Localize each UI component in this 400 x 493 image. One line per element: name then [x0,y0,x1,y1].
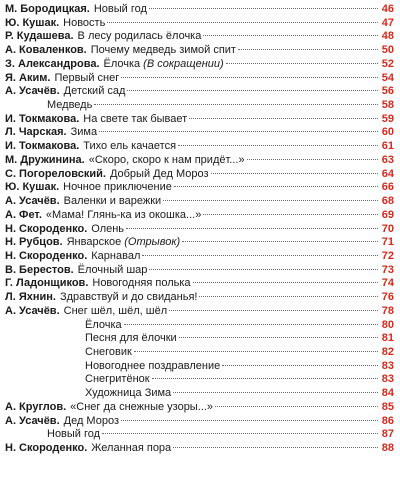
dot-leader [126,228,378,229]
toc-page-number: 66 [381,181,394,194]
toc-entry [5,168,394,182]
dot-leader [124,324,378,325]
toc-author: И. Токмакова. [5,112,80,125]
toc-author: Л. Яхнин. [5,291,56,304]
toc-title: Ночное приключение [63,181,172,194]
toc-page-number: 71 [381,236,394,249]
dot-leader [134,351,378,352]
toc-author: А. Усачёв. [5,195,60,208]
dot-leader [169,310,378,311]
toc-author: Н. Скороденко. [5,222,88,235]
toc-entry [5,72,394,86]
toc-page-number: 81 [381,332,394,345]
toc-title: Дед Мороз [63,414,119,427]
toc-author: А. Фет. [5,208,42,221]
toc-author: А. Усачёв. [5,304,60,317]
toc-page-number: 82 [381,345,394,358]
dot-leader [189,118,378,119]
dot-leader [193,282,378,283]
dot-leader [179,337,378,338]
toc-entry [5,236,394,250]
toc-entry [5,277,394,291]
toc-subtitle: (В сокращении) [143,57,224,70]
toc-title: Новогоднее поздравление [85,359,221,372]
toc-entry [5,360,394,374]
dot-leader [99,131,378,132]
toc-entry [5,387,394,401]
toc-author: А. Усачёв. [5,85,60,98]
toc-entry [5,305,394,319]
toc-title: Новость [63,16,106,29]
dot-leader [238,49,378,50]
toc-title: Ёлочный шар [77,263,148,276]
toc-title: Зима [70,126,98,139]
toc-page-number: 83 [381,359,394,372]
toc-author: Н. Скороденко. [5,442,88,454]
toc-entry [5,291,394,305]
dot-leader [211,173,378,174]
toc-author: И. Токмакова. [5,140,80,153]
toc-page-number: 46 [381,3,394,15]
toc-page-number: 87 [381,428,394,441]
toc-entry [5,195,394,209]
toc-entry [5,346,394,360]
toc-entry [5,3,394,17]
dot-leader [121,420,378,421]
dot-leader [142,255,378,256]
toc-author: М. Дружинина. [5,153,85,166]
dot-leader [152,378,378,379]
toc-title: Карнавал [91,249,141,262]
toc-entry [5,250,394,264]
toc-title: Олень [91,222,125,235]
toc-page-number: 56 [381,85,394,98]
dot-leader [107,22,378,23]
toc-page-number: 48 [381,30,394,43]
toc-author: Ю. Кушак. [5,181,60,194]
toc-title: Январское [66,236,122,249]
toc-entry [5,113,394,127]
toc-title: Ёлочка [103,57,141,70]
toc-title: Новогодняя полька [92,277,191,290]
toc-title: Песня для ёлочки [85,332,177,345]
toc-page-number: 86 [381,414,394,427]
toc-page-number: 73 [381,263,394,276]
toc-page-number: 70 [381,222,394,235]
toc-entry [5,85,394,99]
toc-title: Валенки и варежки [63,195,162,208]
toc-author: Я. Аким. [5,71,51,84]
toc-entry [5,373,394,387]
toc-entry [5,415,394,429]
toc-title: Первый снег [54,71,120,84]
dot-leader [173,392,378,393]
toc-title: Снег шёл, шёл, шёл [63,304,168,317]
toc-author: В. Берестов. [5,263,74,276]
toc-page-number: 52 [381,57,394,70]
toc-page-number: 47 [381,16,394,29]
dot-leader [203,35,378,36]
toc-author: А. Коваленков. [5,44,87,57]
toc-entry [5,44,394,58]
toc-page-number: 69 [381,208,394,221]
toc-author: А. Усачёв. [5,414,60,427]
toc-entry [5,223,394,237]
toc-page-number: 76 [381,291,394,304]
toc-entry [5,58,394,72]
dot-leader [222,365,378,366]
toc-title: Снеговик [85,345,132,358]
toc-title: Медведь [47,99,93,112]
toc-author: З. Александрова. [5,57,100,70]
toc-entry [5,99,394,113]
toc-title: «Снег да снежные узоры...» [70,400,214,413]
toc-title: Добрый Дед Мороз [109,167,209,180]
toc-page-number: 63 [381,153,394,166]
dot-leader [173,447,378,448]
toc-entry [5,17,394,31]
toc-author: Н. Рубцов. [5,236,63,249]
toc-title: Снегритёнок [85,373,150,386]
toc-page-number: 59 [381,112,394,125]
toc-entry [5,332,394,346]
toc-entry [5,154,394,168]
toc-title: В лесу родилась ёлочка [77,30,202,43]
toc-author: Ю. Кушак. [5,16,60,29]
toc-page-number: 85 [381,400,394,413]
dot-leader [163,200,378,201]
dot-leader [203,214,378,215]
toc-author: С. Погореловский. [5,167,106,180]
dot-leader [149,8,378,9]
toc-page-number: 54 [381,71,394,84]
toc-author: М. Бородицкая. [5,3,90,15]
toc-page-number: 50 [381,44,394,57]
toc-title: Детский сад [63,85,126,98]
toc-entry [5,126,394,140]
toc-author: А. Круглов. [5,400,67,413]
toc-subtitle: (Отрывок) [124,236,181,249]
toc-entry [5,428,394,442]
toc-page-number: 83 [381,373,394,386]
toc-title: Художница Зима [85,387,172,400]
toc-page-number: 60 [381,126,394,139]
toc-page-number: 74 [381,277,394,290]
toc-entry [5,442,394,456]
toc-page-number: 88 [381,442,394,454]
toc-page-number: 68 [381,195,394,208]
toc-author: Л. Чарская. [5,126,67,139]
dot-leader [226,63,378,64]
dot-leader [215,406,378,407]
toc-title: «Мама! Глянь-ка из окошка...» [45,208,202,221]
toc-entry [5,319,394,333]
toc-entry [5,401,394,415]
toc-title: Новый год [47,428,101,441]
dot-leader [182,241,378,242]
toc-author: Г. Ладонщиков. [5,277,89,290]
toc-entry [5,30,394,44]
dot-leader [121,77,378,78]
toc-page-number: 64 [381,167,394,180]
dot-leader [247,159,378,160]
toc-title: На свете так бывает [83,112,188,125]
toc-title: Ёлочка [85,318,122,331]
toc-title: Здравствуй и до свиданья! [59,291,198,304]
toc-title: Желанная пора [91,442,172,454]
toc-entry [5,264,394,278]
toc-title: Почему медведь зимой спит [90,44,236,57]
toc-page-number: 72 [381,249,394,262]
toc-author: Р. Кудашева. [5,30,74,43]
toc-title: Тихо ель качается [83,140,177,153]
toc-page-number: 78 [381,304,394,317]
toc-page-number: 58 [381,99,394,112]
toc-page-number: 61 [381,140,394,153]
toc-author: Н. Скороденко. [5,249,88,262]
dot-leader [102,433,378,434]
toc-page-number: 80 [381,318,394,331]
dot-leader [127,90,378,91]
toc-title: Новый год [93,3,147,15]
toc-entry [5,181,394,195]
dot-leader [199,296,378,297]
dot-leader [149,269,378,270]
dot-leader [94,104,378,105]
toc-page-number: 84 [381,387,394,400]
dot-leader [174,186,378,187]
toc-entry [5,209,394,223]
toc-title: «Скоро, скоро к нам придёт...» [88,153,245,166]
dot-leader [178,145,378,146]
toc-entry [5,140,394,154]
